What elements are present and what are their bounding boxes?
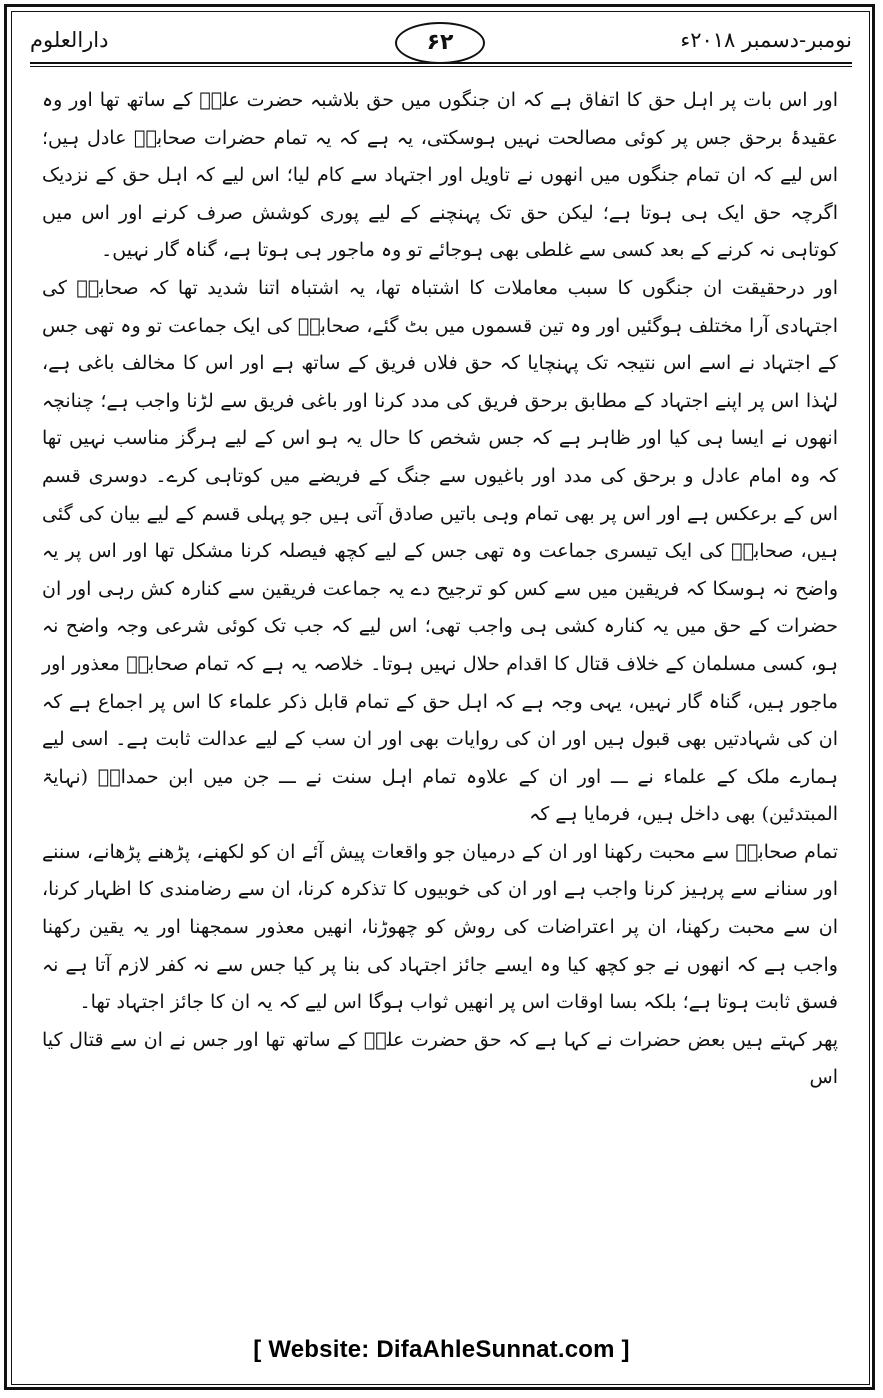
journal-name: دارالعلوم bbox=[30, 28, 109, 52]
article-body bbox=[42, 82, 838, 1312]
paragraph-3: تمام صحابہؓ سے محبت رکھنا اور ان کے درمیان جو واقعات پیش آئے ان کو لکھنے، پڑھنے پڑھانے، سننے اور سنانے سے پرہیز کرنا واجب ہے اور ان کی خوبیوں کا تذکرہ کرنا، ان سے رضامندی کا اظہار کرنا، ان سے محبت رکھنا، ان پر اعتراضات کی روش کو چھوڑنا، انھیں معذور سمجھنا اور یہ یقین رکھنا واجب ہے کہ انھوں نے جو کچھ کیا وہ ایسے جائز اجتہاد کی بنا پر کیا جس سے نہ کفر لازم آتا ہے نہ فسق ثابت ہوتا ہے؛ بلکہ بسا اوقات اس پر انھیں ثواب ہوگا اس لیے کہ یہ ان کا جائز اجتہاد تھا۔ bbox=[42, 840, 838, 1014]
page-header bbox=[30, 20, 852, 76]
issue-date: نومبر-دسمبر ۲۰۱۸ء bbox=[680, 28, 852, 52]
website-footer: [ Website: DifaAhleSunnat.com ] bbox=[253, 1336, 630, 1363]
page-number-badge: ۶۲ bbox=[395, 22, 485, 64]
paragraph-1: اور اس بات پر اہل حق کا اتفاق ہے کہ ان جنگوں میں حق بلاشبہ حضرت علیؓ کے ساتھ تھا اور وہ عقیدۂ برحق جس پر کوئی مصالحت نہیں ہوسکتی، یہ ہے کہ یہ تمام حضرات صحابہؓ عادل ہیں؛ اس لیے کہ ان تمام جنگوں میں انھوں نے تاویل اور اجتہاد سے کام لیا؛ اس لیے کہ اہل حق کے نزدیک اگرچہ حق ایک ہی ہوتا ہے؛ لیکن حق تک پہنچنے کے لیے پوری کوشش صرف کرنے اور اس میں کوتاہی نہ کرنے کے بعد کسی سے غلطی بھی ہوجائے تو وہ ماجور ہی ہوتا ہے، گناہ گار نہیں۔ bbox=[42, 89, 838, 262]
header-rule-thin bbox=[30, 66, 852, 67]
paragraph-4: پھر کہتے ہیں بعض حضرات نے کہا ہے کہ حق حضرت علیؓ کے ساتھ تھا اور جس نے ان سے قتال کیا اس bbox=[42, 1028, 838, 1089]
paragraph-2: اور درحقیقت ان جنگوں کا سبب معاملات کا اشتباہ تھا، یہ اشتباہ اتنا شدید تھا کہ صحابہؓ کی اجتہادی آرا مختلف ہوگئیں اور وہ تین قسموں میں بٹ گئے، صحابہؓ کی ایک جماعت تو وہ تھی جس کے اجتہاد نے اسے اس نتیجہ تک پہنچایا کہ حق فلاں فریق کے ساتھ ہے اور اس کا مخالف باغی ہے، لہٰذا اس پر اپنے اجتہاد کے مطابق برحق فریق کی مدد کرنا اور باغی فریق سے لڑنا واجب ہے؛ چنانچہ انھوں نے ایسا ہی کیا اور ظاہر ہے کہ جس شخص کا حال یہ ہو اس کے لیے ہرگز مناسب نہیں تھا کہ وہ امام عادل و برحق کی مدد اور باغیوں سے جنگ کے فریضے میں کوتاہی کرے۔ دوسری قسم اس کے برعکس ہے اور اس پر بھی تمام وہی باتیں صادق آتی ہیں جو پہلی قسم کے لیے بیان کی گئی ہیں، صحابہؓ کی ایک تیسری جماعت وہ تھی جس کے لیے کچھ فیصلہ کرنا مشکل تھا اور اس پر یہ واضح نہ ہوسکا کہ فریقین میں سے کس کو ترجیح دے یہ جماعت فریقین سے کنارہ کش رہی اور ان حضرات کے حق میں یہ کنارہ کشی ہی واجب تھی؛ اس لیے کہ جب تک کوئی شرعی وجہ واضح نہ ہو، کسی مسلمان کے خلاف قتال کا اقدام حلال نہیں ہوتا۔ خلاصہ یہ ہے کہ تمام صحابہؓ معذور اور ماجور ہیں، گناہ گار نہیں، یہی وجہ ہے کہ اہل حق کے تمام قابل ذکر علماء کا اس پر اجماع ہے کہ ان کی شہادتیں بھی قبول ہیں اور ان کی روایات بھی اور ان سب کے لیے عدالت ثابت ہے۔ اسی لیے ہمارے ملک کے علماء نے ـــ اور ان کے علاوہ تمام اہل سنت نے ـــ جن میں ابن حمدانؒ (نہایۃ المبتدئین) بھی داخل ہیں، فرمایا ہے کہ bbox=[42, 276, 838, 826]
